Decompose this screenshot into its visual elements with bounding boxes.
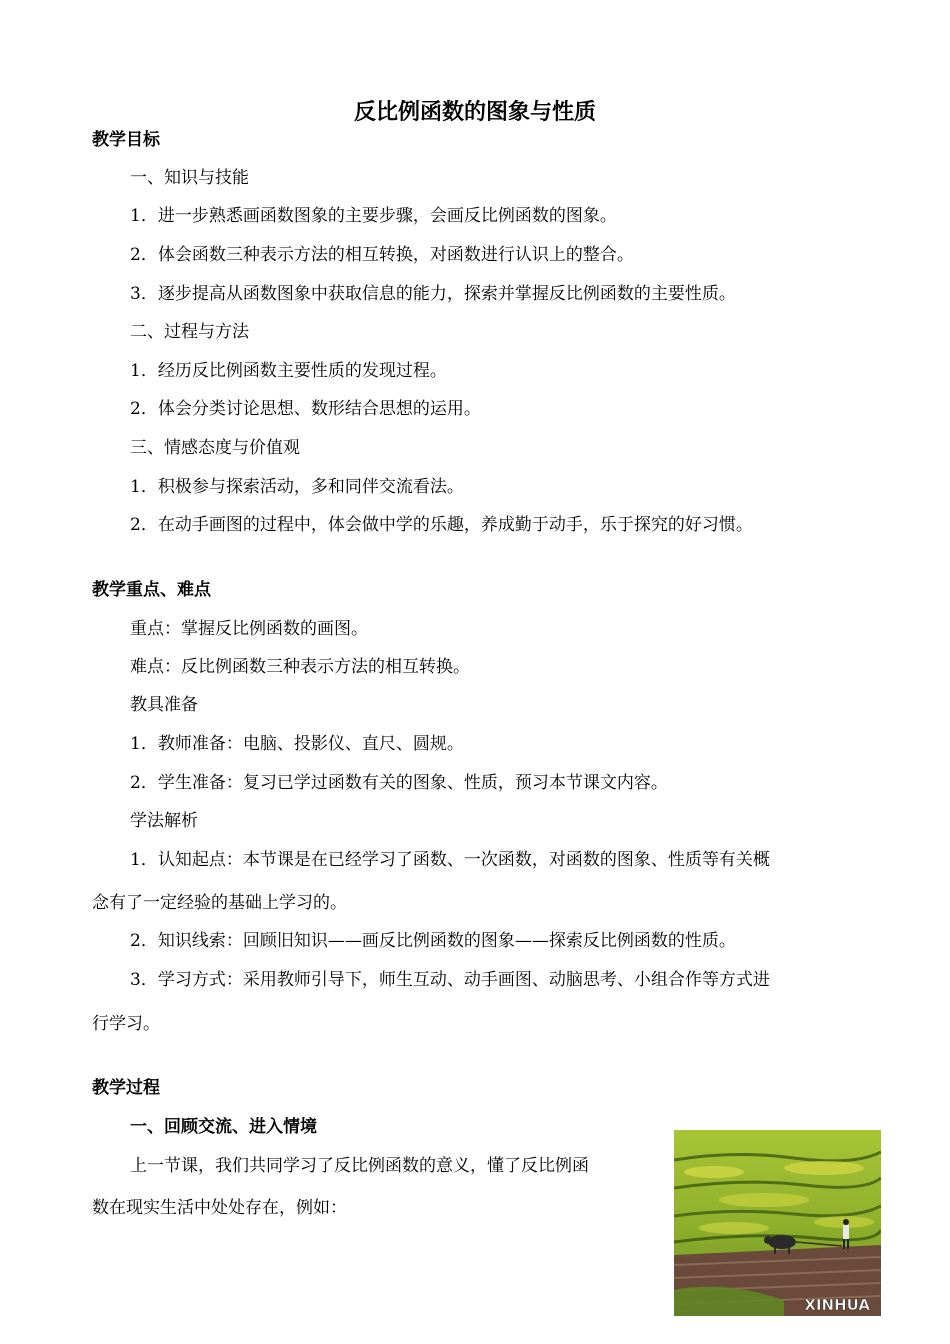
photo-watermark: XINHUA <box>804 1296 870 1314</box>
document-title: 反比例函数的图象与性质 <box>353 99 596 125</box>
list-item: 2．学生准备：复习已学过函数有关的图象、性质，预习本节课文内容。 <box>130 773 668 793</box>
list-item: 2．在动手画图的过程中，体会做中学的乐趣，养成勤于动手，乐于探究的好习惯。 <box>130 515 753 535</box>
section-heading-key-points: 教学重点、难点 <box>92 580 211 600</box>
list-item: 3．逐步提高从函数图象中获取信息的能力，探索并掌握反比例函数的主要性质。 <box>130 284 736 304</box>
difficulty-text: 难点：反比例函数三种表示方法的相互转换。 <box>130 657 470 677</box>
paragraph-line1: 上一节课，我们共同学习了反比例函数的意义，懂了反比例函 <box>130 1156 589 1176</box>
list-item: 2．体会分类讨论思想、数形结合思想的运用。 <box>130 399 481 419</box>
subheading-attitude: 三、情感态度与价值观 <box>130 438 300 458</box>
list-item: 1．进一步熟悉画函数图象的主要步骤，会画反比例函数的图象。 <box>130 206 617 226</box>
list-item: 1．经历反比例函数主要性质的发现过程。 <box>130 361 447 381</box>
method-item-3-line2: 行学习。 <box>92 1014 160 1034</box>
key-point-text: 重点：掌握反比例函数的画图。 <box>130 619 368 639</box>
subheading-review: 一、回顾交流、进入情境 <box>130 1117 317 1137</box>
method-item-3-line1: 3．学习方式：采用教师引导下，师生互动、动手画图、动脑思考、小组合作等方式进 <box>130 970 770 990</box>
section-heading-goals: 教学目标 <box>92 130 160 150</box>
list-item: 1．教师准备：电脑、投影仪、直尺、圆规。 <box>130 734 464 754</box>
field-photo <box>674 1130 881 1316</box>
subheading-knowledge: 一、知识与技能 <box>130 168 249 188</box>
subheading-method: 学法解析 <box>130 811 198 831</box>
section-heading-process: 教学过程 <box>92 1078 160 1098</box>
method-item-1-line2: 念有了一定经验的基础上学习的。 <box>92 893 347 913</box>
subheading-tools: 教具准备 <box>130 695 198 715</box>
subheading-process-method: 二、过程与方法 <box>130 322 249 342</box>
method-item-1-line1: 1．认知起点：本节课是在已经学习了函数、一次函数，对函数的图象、性质等有关概 <box>130 850 770 870</box>
list-item: 2．体会函数三种表示方法的相互转换，对函数进行认识上的整合。 <box>130 245 634 265</box>
list-item: 1．积极参与探索活动，多和同伴交流看法。 <box>130 477 464 497</box>
method-item-2: 2．知识线索：回顾旧知识——画反比例函数的图象——探索反比例函数的性质。 <box>130 931 736 951</box>
paragraph-line2: 数在现实生活中处处存在，例如： <box>92 1198 347 1218</box>
field-photo-graphic <box>674 1130 881 1316</box>
